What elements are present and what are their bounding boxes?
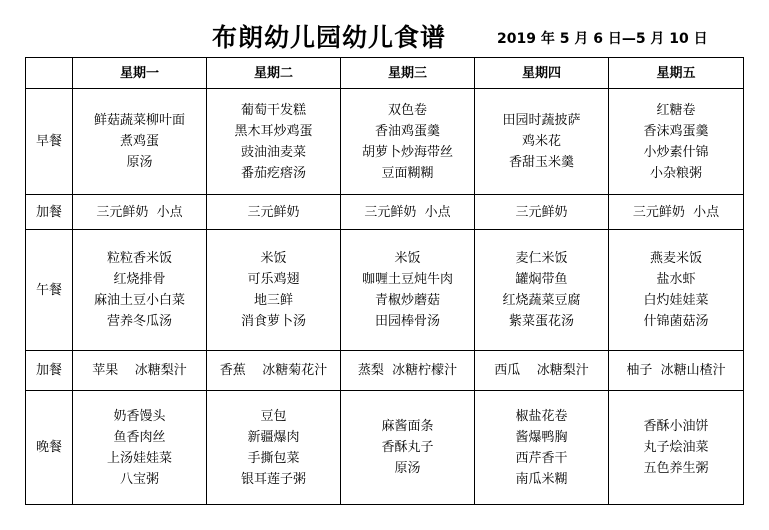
dish-item: 鲜菇蔬菜柳叶面	[93, 113, 185, 128]
meal-label-dinner: 晚餐	[26, 391, 73, 505]
lunch-row	[26, 230, 744, 351]
menu-cell-breakfast-monday	[73, 89, 207, 195]
menu-cell-dinner-friday	[609, 391, 744, 505]
page-header	[0, 16, 769, 56]
dish-item: 消食萝卜汤	[240, 314, 306, 329]
menu-cell-dinner-monday	[73, 391, 207, 505]
dish-item: 西芹香干	[515, 450, 568, 466]
dish-item: 双色卷	[387, 102, 427, 118]
dish-item: 罐焖带鱼	[515, 272, 568, 287]
dish-item: 椒盐花卷	[515, 408, 568, 424]
menu-cell-snack2-tuesday: 香蕉 冰糖菊花汁	[207, 351, 341, 391]
dish-item: 田园棒骨汤	[374, 314, 440, 329]
dish-item: 葡萄干发糕	[240, 102, 306, 118]
meal-label-lunch: 午餐	[26, 230, 73, 351]
dish-item: 营养冬瓜汤	[106, 314, 172, 329]
corner-cell	[26, 58, 73, 89]
menu-cell-snack1-wednesday: 三元鲜奶 小点	[341, 195, 475, 230]
menu-table	[25, 57, 744, 505]
menu-cell-snack1-thursday: 三元鲜奶	[475, 195, 609, 230]
page-title: 布朗幼儿园幼儿食谱	[212, 23, 447, 52]
dish-item: 麻酱面条	[381, 419, 434, 434]
dish-item: 香酥丸子	[381, 440, 434, 455]
menu-cell-snack2-wednesday: 蒸梨 冰糖柠檬汁	[341, 351, 475, 391]
dish-item: 豆包	[260, 408, 287, 424]
dish-item: 香油鸡蛋羹	[374, 123, 440, 139]
dish-item: 什锦菌菇汤	[643, 314, 709, 329]
menu-cell-lunch-friday	[609, 230, 744, 351]
menu-cell-snack1-monday: 三元鲜奶 小点	[73, 195, 207, 230]
dish-item: 麻油土豆小白菜	[93, 293, 185, 308]
menu-cell-lunch-thursday	[475, 230, 609, 351]
dish-item: 紫菜蛋花汤	[508, 314, 574, 329]
menu-cell-lunch-monday	[73, 230, 207, 351]
menu-cell-breakfast-friday	[609, 89, 744, 195]
dish-item: 新疆爆肉	[247, 429, 300, 445]
menu-cell-dinner-tuesday	[207, 391, 341, 505]
dish-item: 丸子烩油菜	[643, 440, 709, 455]
day-header-thursday: 星期四	[475, 58, 609, 89]
dish-item: 米饭	[260, 251, 287, 266]
menu-cell-breakfast-wednesday	[341, 89, 475, 195]
menu-cell-snack1-friday: 三元鲜奶 小点	[609, 195, 744, 230]
menu-cell-snack2-monday: 苹果 冰糖梨汁	[73, 351, 207, 391]
dish-item: 田园时蔬披萨	[502, 113, 581, 128]
dish-item: 鸡米花	[521, 134, 561, 149]
dish-item: 五色养生粥	[643, 461, 709, 476]
menu-cell-snack2-thursday: 西瓜 冰糖梨汁	[475, 351, 609, 391]
morning-snack-row	[26, 195, 744, 230]
meal-label-afternoon-snack: 加餐	[26, 351, 73, 391]
dish-item: 酱爆鸭胸	[515, 429, 568, 445]
dish-item: 红烧排骨	[113, 272, 166, 287]
dish-item: 上汤娃娃菜	[106, 450, 172, 466]
menu-cell-lunch-tuesday	[207, 230, 341, 351]
menu-cell-dinner-wednesday	[341, 391, 475, 505]
meal-label-breakfast: 早餐	[26, 89, 73, 195]
dinner-row	[26, 391, 744, 505]
day-header-friday: 星期五	[609, 58, 744, 89]
dish-item: 小炒素什锦	[643, 144, 709, 160]
dish-item: 香甜玉米羹	[508, 155, 574, 170]
meal-label-morning-snack: 加餐	[26, 195, 73, 230]
date-range: 2019 年 5 月 6 日—5 月 10 日	[497, 31, 708, 47]
menu-cell-breakfast-tuesday	[207, 89, 341, 195]
breakfast-row	[26, 89, 744, 195]
dish-item: 红烧蔬菜豆腐	[502, 293, 581, 308]
dish-item: 红糖卷	[656, 102, 696, 118]
dish-item: 香酥小油饼	[643, 419, 709, 434]
menu-cell-snack1-tuesday: 三元鲜奶	[207, 195, 341, 230]
dish-item: 胡萝卜炒海带丝	[361, 144, 453, 160]
dish-item: 八宝粥	[119, 471, 159, 487]
dish-item: 黑木耳炒鸡蛋	[234, 123, 313, 139]
day-header-monday: 星期一	[73, 58, 207, 89]
dish-item: 麦仁米饭	[515, 251, 568, 266]
afternoon-snack-row	[26, 351, 744, 391]
dish-item: 粒粒香米饭	[106, 251, 172, 266]
dish-item: 白灼娃娃菜	[643, 293, 709, 308]
dish-item: 咖喱土豆炖牛肉	[361, 272, 453, 287]
dish-item: 豉油油麦菜	[240, 144, 306, 160]
dish-item: 原汤	[394, 461, 421, 476]
dish-item: 盐水虾	[656, 272, 696, 287]
day-header-tuesday: 星期二	[207, 58, 341, 89]
dish-item: 燕麦米饭	[649, 251, 702, 266]
dish-item: 豆面糊糊	[381, 165, 434, 181]
menu-cell-breakfast-thursday	[475, 89, 609, 195]
header-row	[26, 58, 744, 89]
dish-item: 番茄疙瘩汤	[240, 165, 306, 181]
dish-item: 米饭	[394, 251, 421, 266]
dish-item: 可乐鸡翅	[247, 272, 300, 287]
dish-item: 煮鸡蛋	[119, 134, 159, 149]
menu-cell-dinner-thursday	[475, 391, 609, 505]
dish-item: 原汤	[126, 155, 153, 170]
day-header-wednesday: 星期三	[341, 58, 475, 89]
dish-item: 青椒炒蘑菇	[374, 293, 440, 308]
dish-item: 南瓜米糊	[515, 471, 568, 487]
dish-item: 手撕包菜	[247, 450, 300, 466]
dish-item: 银耳莲子粥	[240, 471, 306, 487]
dish-item: 香沫鸡蛋羹	[643, 123, 709, 139]
menu-cell-lunch-wednesday	[341, 230, 475, 351]
dish-item: 奶香馒头	[113, 408, 166, 424]
dish-item: 鱼香肉丝	[113, 429, 166, 445]
dish-item: 小杂粮粥	[649, 165, 702, 181]
dish-item: 地三鲜	[253, 293, 293, 308]
menu-cell-snack2-friday: 柚子 冰糖山楂汁	[609, 351, 744, 391]
